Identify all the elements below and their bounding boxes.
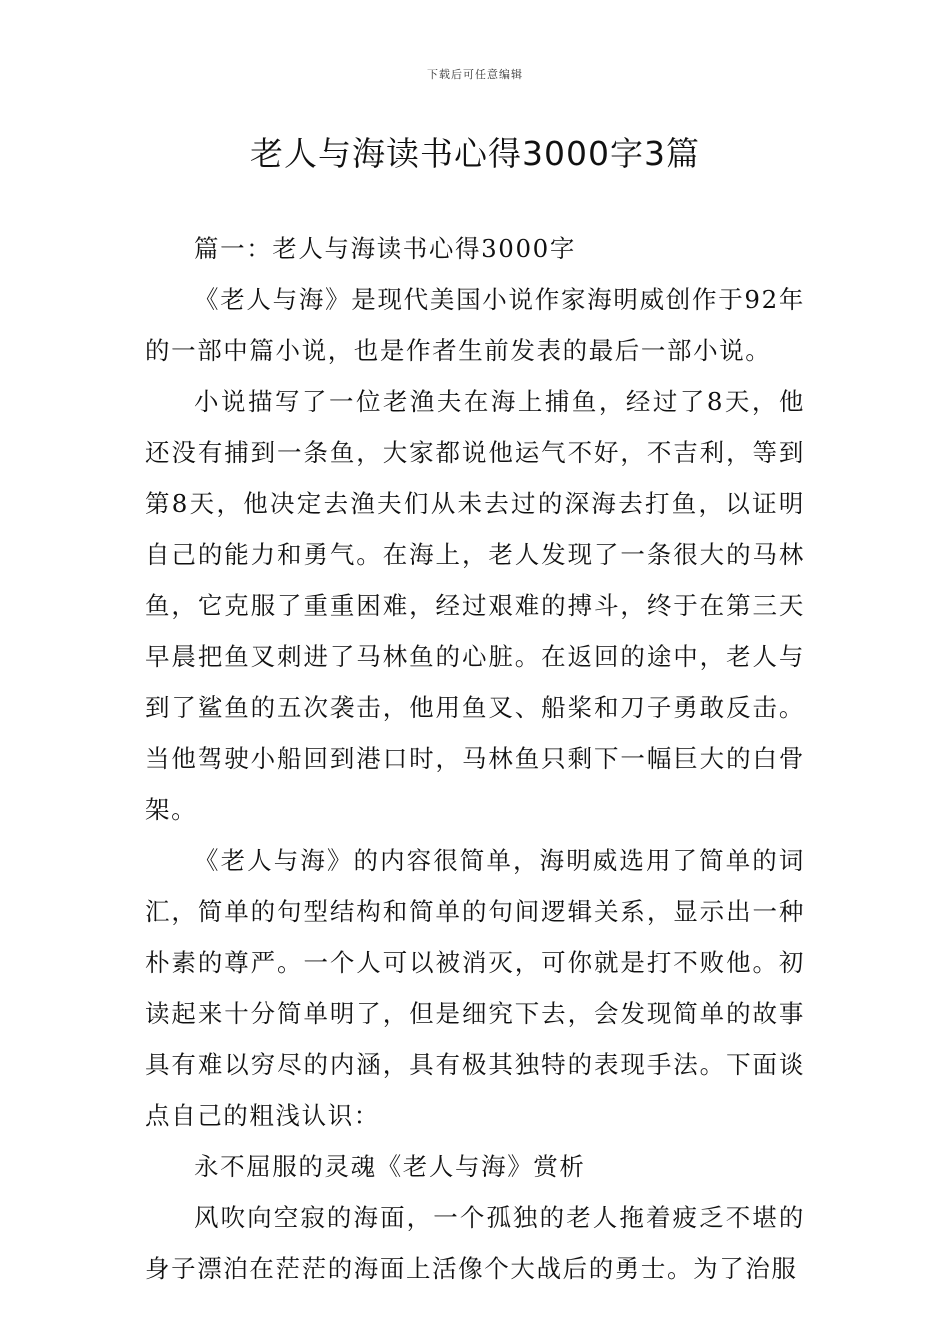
section-heading: 篇一：老人与海读书心得3000字 <box>194 234 576 263</box>
document-title: 老人与海读书心得3000字3篇 <box>250 134 700 173</box>
paragraph: 风吹向空寂的海面，一个孤独的老人拖着疲乏不堪的身子漂泊在茫茫的海面上活像个大战后的勇士。为了治服 <box>145 1203 805 1283</box>
paragraph: 《老人与海》是现代美国小说作家海明威创作于92年的一部中篇小说，也是作者生前发表的最后一部小说。 <box>145 285 805 365</box>
document-body <box>145 223 805 1294</box>
header-note: 下载后可任意编辑 <box>427 68 523 81</box>
paragraph: 《老人与海》的内容很简单，海明威选用了简单的词汇，简单的句型结构和简单的句间逻辑关系，显示出一种朴素的尊严。一个人可以被消灭，可你就是打不败他。初读起来十分简单明了，但是细究下去，会发现简单的故事具有难以穷尽的内涵，具有极其独特的表现手法。下面谈点自己的粗浅认识： <box>145 846 805 1130</box>
subheading: 永不屈服的灵魂《老人与海》赏析 <box>194 1152 586 1181</box>
paragraph: 小说描写了一位老渔夫在海上捕鱼，经过了8天，他还没有捕到一条鱼，大家都说他运气不好，不吉利，等到第8天，他决定去渔夫们从未去过的深海去打鱼，以证明自己的能力和勇气。在海上，老人发现了一条很大的马林鱼，它克服了重重困难，经过艰难的搏斗，终于在第三天早晨把鱼叉刺进了马林鱼的心脏。在返回的途中，老人与到了鲨鱼的五次袭击，他用鱼叉、船桨和刀子勇敢反击。当他驾驶小船回到港口时，马林鱼只剩下一幅巨大的白骨架。 <box>145 387 805 824</box>
